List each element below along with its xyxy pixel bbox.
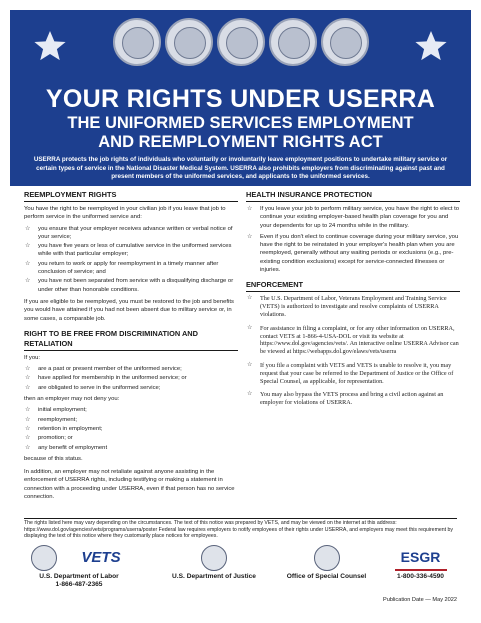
- reemployment-list: [24, 225, 238, 294]
- list-item: ☆ For assistance in filing a complaint, or for any other information on USERRA, contact VETS at 1-866-4-USA-DOL or visit its website at https://www.dol.gov/agencies/vets/. An interactive online USERRA Advisor can be viewed at https://webapps.dol.gov/elaws/vets/userra: [247, 324, 459, 356]
- coast-guard-seal: [321, 18, 369, 66]
- doj-name: U.S. Department of Justice: [172, 573, 256, 580]
- dol-phone: 1-866-487-2365: [55, 581, 103, 588]
- list-item: ☆ you have not been separated from service with a disqualifying discharge or under other than honorable conditions.: [25, 278, 234, 293]
- list-item: ☆ If you leave your job to perform military service, you have the right to elect to continue your existing employer-based health plan coverage for you and your dependents for up to 24 months while in the military.: [247, 206, 460, 229]
- star-bullet-icon: ☆: [247, 324, 253, 331]
- star-bullet-icon: ☆: [25, 435, 31, 442]
- discrimination-closing: In addition, an employer may not retaliate against anyone assisting in the enforcement of USERRA rights, including testifying or making a statement in connection with a proceeding under USERRA, even if that person has no service connection.: [24, 469, 235, 501]
- list-item: ☆ you ensure that your employer receives advance written or verbal notice of your service;: [25, 225, 233, 240]
- discrimination-lead: If you:: [24, 354, 41, 361]
- army-seal: [113, 18, 161, 66]
- list-item: ☆ The U.S. Department of Labor, Veterans Employment and Training Service (VETS) is authorized to investigate and resolve complaints of USERRA violations.: [247, 295, 447, 318]
- list-item: ☆ promotion; or: [25, 435, 73, 442]
- reemployment-closing: If you are eligible to be reemployed, you must be restored to the job and benefits you would have attained if you had not been absent due to military service or, in some cases, a comparable job.: [24, 298, 234, 322]
- footer-logos: [24, 545, 457, 607]
- footer-divider: [24, 518, 457, 519]
- star-icon: [413, 28, 449, 64]
- list-item: ☆ any benefit of employment: [25, 444, 108, 451]
- health-list: [246, 205, 460, 274]
- star-icon: [32, 28, 68, 64]
- header-band: [10, 10, 471, 186]
- dol-marks: [24, 545, 134, 573]
- list-item: ☆ If you file a complaint with VETS and VETS is unable to resolve it, you may request that your case be referred to the Department of Justice or the Office of Special Counsel, as applicable, for representation.: [247, 361, 454, 385]
- star-bullet-icon: ☆: [25, 366, 31, 373]
- list-item: ☆ Even if you don't elect to continue coverage during your military service, you have the right to be reinstated in your employer's health plan when you are reemployed, generally without any waiting periods or exclusions (e.g., pre-existing condition exclusions) except for service-connected illnesses or injuries.: [247, 233, 459, 274]
- left-column: [24, 190, 238, 504]
- doj-seal: [201, 545, 227, 571]
- star-bullet-icon: ☆: [25, 278, 31, 285]
- list-item: ☆ are obligated to serve in the uniformed service;: [25, 384, 161, 391]
- list-item: ☆ reemployment;: [25, 416, 77, 423]
- list-item: ☆ you have five years or less of cumulative service in the uniformed services while with that particular employer;: [25, 243, 232, 258]
- marine-corps-seal: [165, 18, 213, 66]
- list-item: ☆ are a past or present member of the uniformed service;: [25, 366, 182, 373]
- right-column: [246, 190, 460, 413]
- discrimination-then: then an employer may not deny you:: [24, 396, 120, 403]
- reemployment-intro: You have the right to be reemployed in your civilian job if you leave that job to perform service in the uniformed service and:: [24, 206, 226, 221]
- enforcement-list: [246, 295, 460, 407]
- list-item: ☆ initial employment;: [25, 407, 87, 414]
- discrimination-deny-list: [24, 406, 238, 451]
- subtitle-line-1: THE UNIFORMED SERVICES EMPLOYMENT: [67, 114, 414, 132]
- navy-seal: [217, 18, 265, 66]
- star-bullet-icon: ☆: [247, 361, 253, 368]
- enforcement-heading: ENFORCEMENT: [246, 280, 460, 292]
- footer-note: The rights listed here may vary depending on the circumstances. The text of this notice was prepared by VETS, and may be viewed on the internet at this address: https://www.dol.gov/agencies/vets/programs/userra/poster Federal law requires employers to notify employees of their rights under USERRA, and employers may meet this requirement by displaying the text of this notice where they customarily place notices for employees.: [24, 520, 454, 540]
- esgr-phone: 1-800-336-4590: [397, 573, 444, 580]
- discrimination-heading: RIGHT TO BE FREE FROM DISCRIMINATION AND RETALIATION: [24, 329, 238, 351]
- osc-name: Office of Special Counsel: [286, 573, 367, 580]
- intro-text: USERRA protects the job rights of individuals who voluntarily or involuntarily leave employment positions to undertake military service or certain types of service in the National Disaster Medical System. USERRA also prohibits employers from discriminating against past and present members of the uniformed services, and applicants to the uniformed services.: [33, 156, 448, 181]
- list-item: ☆ you return to work or apply for reemployment in a timely manner after conclusion of service; and: [25, 260, 219, 276]
- dol-name: U.S. Department of Labor: [39, 573, 119, 580]
- publication-date: Publication Date — May 2022: [382, 597, 457, 603]
- osc-block: [279, 545, 374, 581]
- star-bullet-icon: ☆: [25, 375, 31, 382]
- discrimination-because: because of this status.: [24, 455, 83, 462]
- star-bullet-icon: ☆: [25, 243, 31, 250]
- esgr-logo: ESGR: [395, 545, 447, 571]
- star-bullet-icon: ☆: [247, 206, 253, 212]
- vets-logo: VETS: [81, 549, 121, 566]
- star-bullet-icon: ☆: [25, 260, 31, 267]
- seal-row: [10, 16, 471, 78]
- health-heading: HEALTH INSURANCE PROTECTION: [246, 190, 460, 202]
- page-subtitle: [10, 114, 471, 152]
- star-bullet-icon: ☆: [25, 225, 31, 232]
- star-bullet-icon: ☆: [247, 233, 253, 240]
- star-bullet-icon: ☆: [25, 425, 31, 432]
- air-force-seal: [269, 18, 317, 66]
- star-bullet-icon: ☆: [25, 407, 31, 414]
- esgr-block: [384, 545, 457, 581]
- list-item: ☆ have applied for membership in the uniformed service; or: [25, 375, 187, 382]
- discrimination-if-list: [24, 365, 238, 392]
- list-item: ☆ retention in employment;: [25, 425, 103, 432]
- doj-block: [164, 545, 264, 581]
- list-item: ☆ You may also bypass the VETS process and bring a civil action against an employer for violations of USERRA.: [247, 391, 444, 407]
- page-title: YOUR RIGHTS UNDER USERRA: [45, 85, 436, 113]
- star-bullet-icon: ☆: [25, 416, 31, 423]
- dol-seal: [31, 545, 57, 571]
- star-bullet-icon: ☆: [25, 384, 31, 391]
- dol-block: [24, 545, 134, 589]
- osc-seal: [314, 545, 340, 571]
- star-bullet-icon: ☆: [247, 295, 253, 302]
- star-bullet-icon: ☆: [25, 444, 31, 451]
- subtitle-line-2: AND REEMPLOYMENT RIGHTS ACT: [98, 133, 383, 151]
- reemployment-heading: REEMPLOYMENT RIGHTS: [24, 190, 238, 202]
- star-bullet-icon: ☆: [247, 391, 253, 398]
